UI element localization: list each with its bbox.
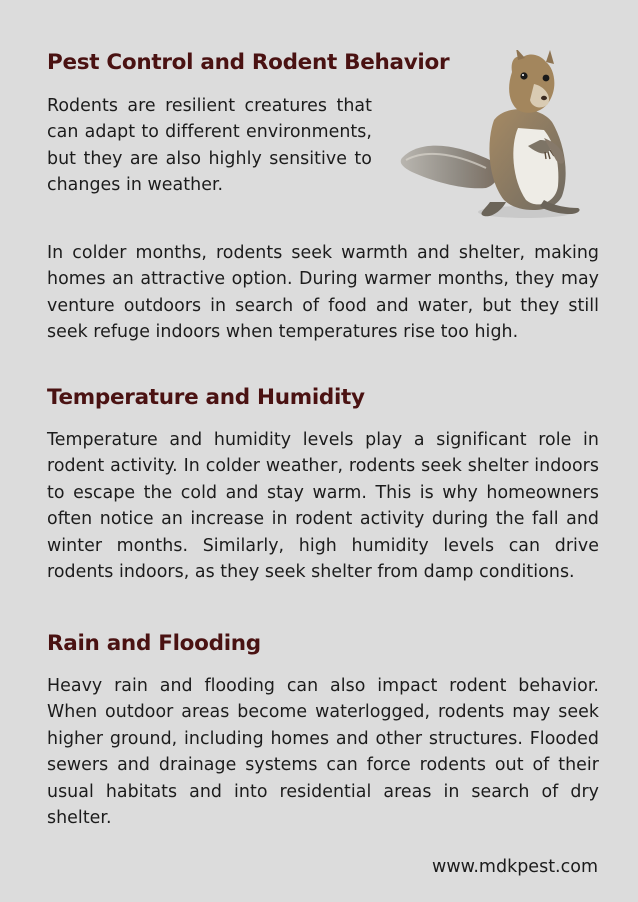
body-paragraph: Heavy rain and flooding can also impact rodent behavior. When outdoor areas become waterlogged, rodents may seek higher ground, including homes and other structures. Flooded sewers and drainage systems can force rodents out of their usual habitats and into residential areas in search of dry shelter.: [47, 676, 599, 829]
intro-paragraph: Rodents are resilient creatures that can adapt to different environments, but they are also highly sensitive to changes in weather.: [47, 96, 372, 196]
squirrel-image: [394, 50, 584, 226]
section-heading-rain-flooding: Rain and Flooding: [47, 631, 261, 656]
footer-website-link[interactable]: www.mdkpest.com: [432, 857, 598, 877]
body-paragraph: Temperature and humidity levels play a significant role in rodent activity. In colder weather, rodents seek shelter indoors to escape the cold and stay warm. This is why homeowners often notice an increase in rodent activity during the fall and winter months. Similarly, high humidity levels can drive rodents indoors, as they seek shelter from damp conditions.: [47, 430, 599, 583]
section-heading-pest-control: Pest Control and Rodent Behavior: [47, 50, 450, 75]
body-paragraph: In colder months, rodents seek warmth and shelter, making homes an attractive option. During warmer months, they may venture outdoors in search of food and water, but they still seek refuge indoors when temperatures rise too high.: [47, 243, 599, 343]
section-heading-temperature-humidity: Temperature and Humidity: [47, 385, 365, 410]
